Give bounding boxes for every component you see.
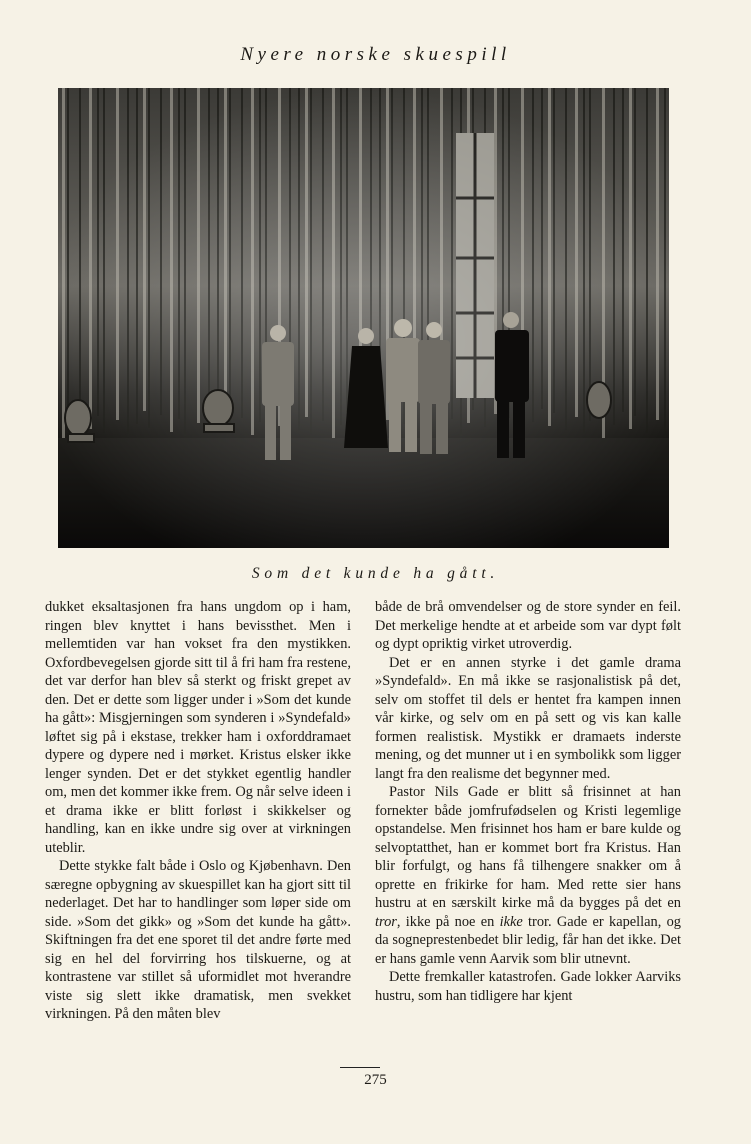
paragraph: Det er en annen styrke i det gamle drama »Syndefald». En må ikke se rasjonalistisk på det, selv om stoffet til dels er hentet fra kampen innen vår kirke, og selv om en på sett og vis kan kalle formen realistisk. Mystikk er dramaets inderste mening, og det munner ut i en symbolikk som ligger langt fra den realisme det begynner med.	[375, 654, 681, 782]
stage-photograph	[58, 88, 669, 548]
paragraph-text: , ikke på noe en	[396, 913, 500, 930]
stage-photograph-image	[58, 88, 669, 548]
text-column-right	[375, 598, 681, 1005]
page-number: 275	[364, 1072, 387, 1088]
emphasis-tror: tror	[375, 913, 397, 930]
running-head-title: Nyere norske skuespill	[240, 44, 511, 65]
paragraph	[375, 783, 681, 968]
paragraph-text: tror. Gade er kapellan, og da sogneprestenbedet blir ledig, får han det ikke. Det er hans gamle venn Aarvik som blir utnevnt.	[375, 913, 682, 967]
paragraph-text: Pastor Nils Gade er blitt så frisinnet at han fornekter både jomfrufødselen og Kristi legemlige opstandelse. Men frisinnet hos ham er bare kulde og selvoptatthet, han er kommet bort fra Kristus. Han blir forfulgt, og hans få tilhengere snakker om å oprette en frikirke for ham. Med rette sier hans hustru at en særskilt kirke må da bygges på det en	[375, 784, 681, 911]
paragraph: Dette stykke falt både i Oslo og Kjøbenhavn. Den særegne opbygning av skuespillet kan ha gjort sitt til nederlaget. Det har to handlinger som løper side om side. »Som det gikk» og »Som det kunde ha gått». Skiftningen fra det ene sporet til det andre førte med sig en hel del forvirring hos tilskuerne, og at kontrastene var stillet så uformidlet mot hverandre viste sig slett ikke dramatisk, men svekket virkningen. På den måten blev	[45, 858, 351, 1022]
paragraph: dukket eksaltasjonen fra hans ungdom op i ham, ringen blev knyttet i hans bevissthet. Men i mellemtiden var han vokset fra den mystikken. Oxfordbevegelsen gjorde sitt til å fri ham fra restene, det var derfor han blev så sterkt og friskt grepet av den. Det er dette som ligger under i »Som det kunde ha gått»: Misgjerningen som synderen i »Syndefald» løftet sig på i ekstase, trekker ham i oxforddramaet dypere og dypere ned i mørket. Kristus elsker ikke lenger synden. Det er det stykket egentlig handler om, men det kommer ikke frem. Og når selve ideen i et drama ikke er blitt forløst i skikkelser og handling, kan en ikke undre sig over at virkningen uteblir.	[45, 599, 351, 856]
paragraph: Dette fremkaller katastrofen. Gade lokker Aarviks hustru, som han tidligere har kjent	[375, 969, 681, 1004]
emphasis-ikke: ikke	[499, 913, 523, 930]
page-number-rule	[340, 1067, 380, 1068]
paragraph: både de brå omvendelser og de store synder en feil. Det merkelige hendte at et arbeide som var dypt følt og dypt opriktig virket utroverdig.	[375, 599, 681, 652]
figure-caption: Som det kunde ha gått.	[251, 565, 500, 582]
text-column-left	[45, 598, 351, 1024]
